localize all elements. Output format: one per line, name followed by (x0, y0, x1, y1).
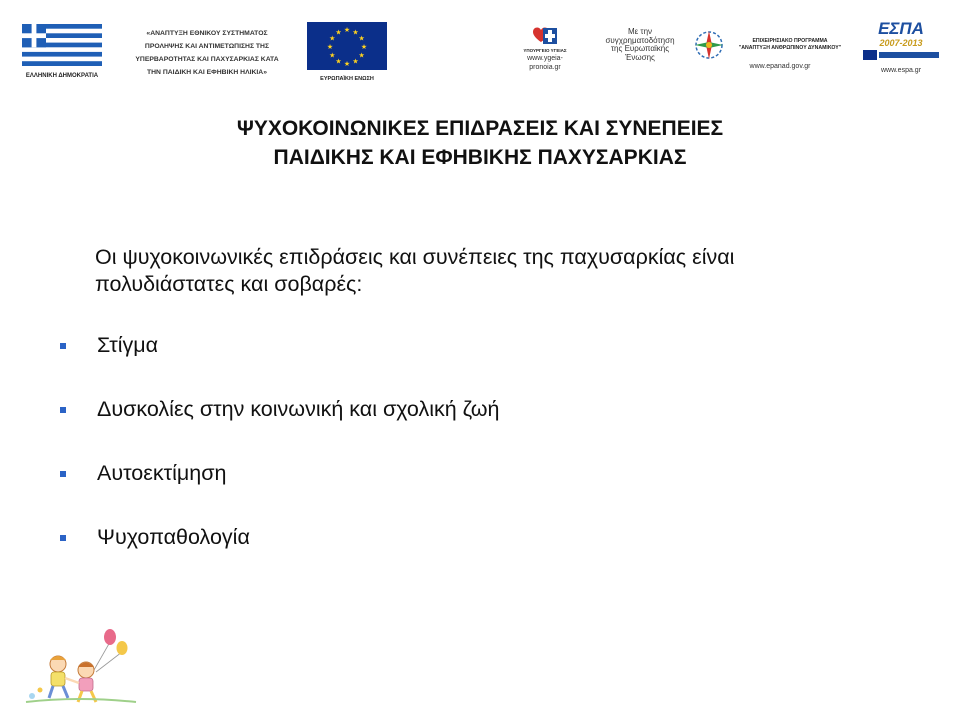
intro-line: πολυδιάστατες και σοβαρές: (95, 272, 363, 296)
ministry-url-line: www.ygeia- (527, 55, 563, 62)
espa-title: ΕΣΠΑ (878, 19, 924, 38)
cofunding-line: της Ευρωπαϊκής (610, 44, 670, 53)
espa-years: 2007-2013 (879, 38, 923, 48)
greek-flag-logo (22, 24, 102, 79)
greek-flag-caption: ΕΛΛΗΝΙΚΗ ΔΗΜΟΚΡΑΤΙΑ (25, 73, 99, 79)
espa-eu-strip-icon (863, 50, 939, 60)
svg-text:★: ★ (326, 43, 334, 51)
svg-text:★: ★ (343, 26, 351, 34)
op-line: "ΑΝΑΠΤΥΞΗ ΑΝΘΡΩΠΙΝΟΥ ΔΥΝΑΜΙΚΟΥ" (738, 44, 842, 51)
bullet-square-icon (60, 471, 66, 477)
list-item (60, 525, 250, 550)
bullet-text: Ψυχοπαθολογία (97, 525, 250, 549)
svg-text:★: ★ (360, 43, 368, 51)
ministry-logo (516, 24, 574, 76)
bullet-square-icon (60, 535, 66, 541)
cofunding-line: Ένωσης (625, 52, 655, 62)
slide-title (0, 114, 960, 172)
ministry-cross-icon (529, 24, 561, 48)
project-line: «ΑΝΑΠΤΥΞΗ ΕΘΝΙΚΟΥ ΣΥΣΤΗΜΑΤΟΣ (146, 30, 268, 37)
cofunding-line: συγχρηματοδότηση (605, 35, 675, 45)
list-item (60, 397, 499, 422)
svg-text:★: ★ (352, 57, 359, 66)
project-line: ΥΠΕΡΒΑΡΟΤΗΤΑΣ ΚΑΙ ΠΑΧΥΣΑΡΚΙΑΣ ΚΑΤΑ (135, 56, 279, 63)
espa-logo (860, 20, 942, 78)
project-line: ΤΗΝ ΠΑΙΔΙΚΗ ΚΑΙ ΕΦΗΒΙΚΗ ΗΛΙΚΙΑ» (147, 69, 267, 76)
svg-text:★: ★ (343, 60, 351, 68)
title-line: ΠΑΙΔΙΚΗΣ ΚΑΙ ΕΦΗΒΙΚΗΣ ΠΑΧΥΣΑΡΚΙΑΣ (273, 146, 687, 169)
svg-text:★: ★ (329, 51, 336, 60)
op-logo (692, 26, 852, 74)
svg-text:★: ★ (335, 28, 342, 37)
title-line: ΨΥΧΟΚΟΙΝΩΝΙΚΕΣ ΕΠΙΔΡΑΣΕΙΣ ΚΑΙ ΣΥΝΕΠΕΙΕΣ (236, 117, 724, 140)
op-url: www.epanad.gov.gr (749, 63, 811, 70)
eu-flag-logo (307, 22, 387, 82)
cofunding-text (592, 28, 688, 62)
intro-line: Οι ψυχοκοινωνικές επιδράσεις και συνέπειες της παχυσαρκίας είναι (95, 245, 735, 269)
ministry-caption: ΥΠΟΥΡΓΕΙΟ ΥΓΕΙΑΣ (523, 48, 567, 53)
svg-text:★: ★ (335, 57, 342, 66)
bullet-text: Στίγμα (97, 333, 159, 357)
list-item (60, 461, 226, 486)
ministry-url-line: pronoia.gr (529, 64, 561, 71)
espa-url: www.espa.gr (880, 67, 922, 74)
project-line: ΠΡΟΛΗΨΗΣ ΚΑΙ ΑΝΤΙΜΕΤΩΠΙΣΗΣ ΤΗΣ (144, 43, 270, 50)
op-line: ΕΠΙΧΕΙΡΗΣΙΑΚΟ ΠΡΟΓΡΑΜΜΑ (752, 38, 828, 44)
kids-balloons-icon (18, 626, 138, 706)
svg-text:★: ★ (358, 51, 365, 60)
svg-text:★: ★ (352, 28, 359, 37)
list-item (60, 333, 158, 358)
intro-paragraph (95, 244, 935, 298)
svg-text:★: ★ (329, 34, 336, 43)
kids-with-balloons-illustration (18, 626, 138, 706)
op-title (724, 38, 856, 51)
bullet-square-icon (60, 343, 66, 349)
bullet-text: Αυτοεκτίμηση (97, 461, 227, 485)
eu-flag-icon (307, 22, 387, 70)
eu-flag-caption: ΕΥΡΩΠΑΪΚΗ ΕΝΩΣΗ (320, 76, 374, 82)
svg-text:★: ★ (358, 34, 365, 43)
bullet-square-icon (60, 407, 66, 413)
compass-emblem-icon (692, 28, 726, 62)
greek-flag-icon (22, 24, 102, 66)
cofunding-line: Με την (627, 27, 653, 36)
project-title (116, 27, 298, 79)
bullet-text: Δυσκολίες στην κοινωνική και σχολική ζωή (97, 397, 500, 421)
